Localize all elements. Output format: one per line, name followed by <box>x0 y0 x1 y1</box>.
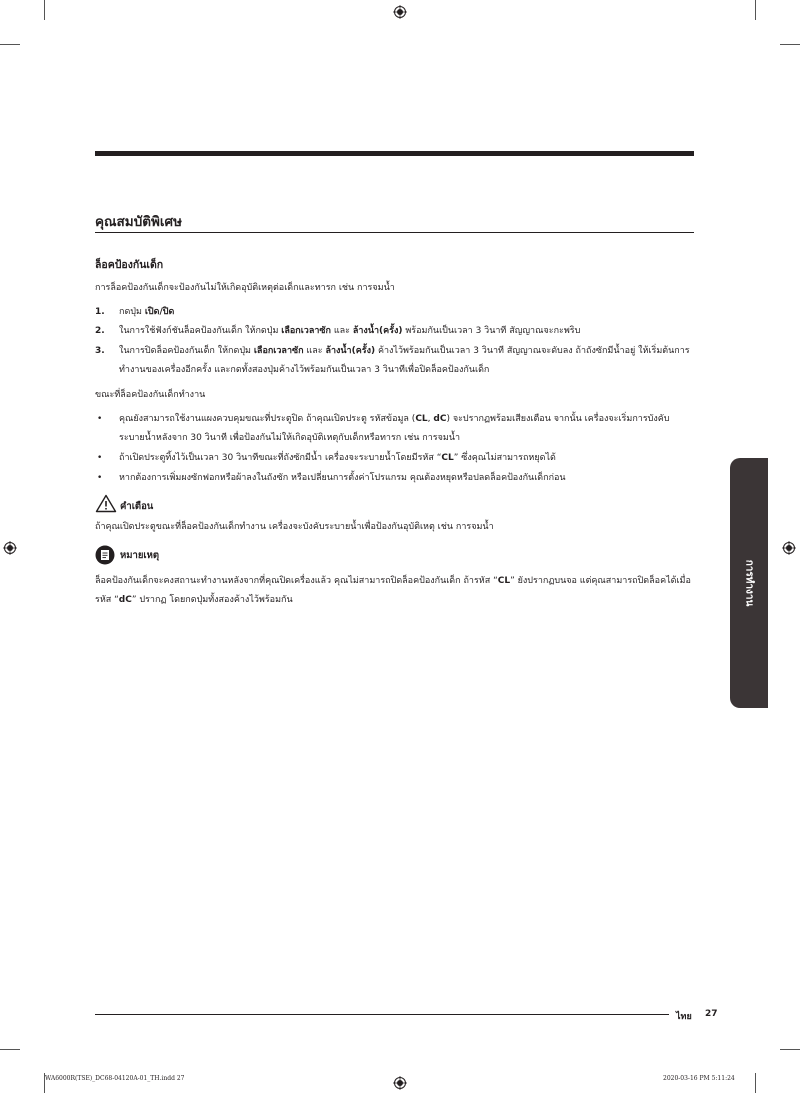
button-name: เปิด/ปิด <box>144 307 175 317</box>
button-name: ล้างน้ำ(ครั้ง) <box>352 326 403 336</box>
warning-title: คำเตือน <box>120 501 154 512</box>
registration-mark-top <box>393 4 407 23</box>
code-text: CL <box>415 414 428 424</box>
code-text: CL <box>441 453 454 463</box>
header-rule <box>95 151 694 156</box>
bullet-text: หากต้องการเพิ่มผงซักฟอกหรือผ้าลงในถังซัก หรือเปลี่ยนการตั้งค่าโปรแกรม คุณต้องหยุดหรือปลดล็อคป้องกันเด็กก่อน <box>119 473 566 483</box>
button-name: เลือกเวลาซัก <box>281 326 331 336</box>
crop-mark <box>780 44 800 45</box>
crop-mark <box>780 1049 800 1050</box>
warning-triangle-icon <box>95 494 117 517</box>
page-number: 27 <box>705 1009 718 1019</box>
intro-text: การล็อคป้องกันเด็กจะป้องกันไม่ให้เกิดอุบัติเหตุต่อเด็กและทารก เช่น การจมน้ำ <box>95 283 395 293</box>
code-text: dC <box>118 595 132 605</box>
crop-mark <box>44 0 45 20</box>
registration-mark-bottom <box>393 1075 407 1094</box>
note-text: ล็อคป้องกันเด็กจะคงสถานะทำงานหลังจากที่คุณปิดเครื่องแล้ว คุณไม่สามารถปิดล็อคป้องกันเด็ก ถ้ารหัส “CL” ยังปรากฏบนจอ แต่คุณสามารถปิดล็อคได้เมื่อรหัส “dC” ปรากฏ โดยกดปุ่มทั้งสองค้างไว้พร้อมกัน <box>95 576 691 605</box>
step-text: ในการใช้ฟังก์ชันล็อคป้องกันเด็ก ให้กดปุ่ม เลือกเวลาซัก และ ล้างน้ำ(ครั้ง) พร้อมกันเป็นเวลา 3 วินาที สัญญาณจะกะพริบ <box>119 326 581 336</box>
subsection-title: ล็อคป้องกันเด็ก <box>95 259 164 271</box>
crop-mark <box>755 0 756 20</box>
crop-mark <box>755 1073 756 1093</box>
while-active-label: ขณะที่ล็อคป้องกันเด็กทำงาน <box>95 390 206 400</box>
section-title: คุณสมบัติพิเศษ <box>95 214 183 230</box>
registration-mark-left <box>3 540 17 559</box>
registration-mark-right <box>782 540 796 559</box>
bullet-dot: • <box>97 453 103 463</box>
bullet-text: ถ้าเปิดประตูทิ้งไว้เป็นเวลา 30 วินาทีขณะที่ถังซักมีน้ำ เครื่องจะระบายน้ำโดยมีรหัส “CL” ซึ่งคุณไม่สามารถหยุดได้ <box>119 453 556 463</box>
bullet-dot: • <box>97 414 103 424</box>
print-date-info: 2020-03-16 PM 5:11:24 <box>663 1075 735 1082</box>
step-number: 3. <box>95 346 105 356</box>
code-text: CL <box>497 576 511 586</box>
print-file-info: WA6000R(TSE)_DC68-04120A-01_TH.indd 27 <box>45 1075 185 1082</box>
footer-language: ไทย <box>676 1012 692 1022</box>
note-document-icon <box>95 545 115 569</box>
crop-mark <box>0 44 20 45</box>
code-text: dC <box>433 414 447 424</box>
bullet-dot: • <box>97 473 103 483</box>
step-text: กดปุ่ม เปิด/ปิด <box>119 307 175 317</box>
bullet-text: คุณยังสามารถใช้งานแผงควบคุมขณะที่ประตูปิด ถ้าคุณเปิดประตู รหัสข้อมูล (CL, dC) จะปรากฏพร้อมเสียงเตือน จากนั้น เครื่องจะเริ่มการบังคับระบายน้ำหลังจาก 30 วินาที เพื่อป้องกันไม่ให้เกิดอุบัติเหตุกับเด็กหรือทารก เช่น การจมน้ำ <box>119 414 670 443</box>
crop-mark <box>0 1049 20 1050</box>
button-name: เลือกเวลาซัก <box>253 346 304 356</box>
step-number: 2. <box>95 326 105 336</box>
title-rule <box>95 232 694 233</box>
warning-text: ถ้าคุณเปิดประตูขณะที่ล็อคป้องกันเด็กทำงาน เครื่องจะบังคับระบายน้ำเพื่อป้องกันอุบัติเหตุ เช่น การจมน้ำ <box>95 522 494 532</box>
note-title: หมายเหตุ <box>120 550 160 561</box>
chapter-tab-label: การทำงาน <box>743 559 755 607</box>
footer-rule <box>95 1014 669 1015</box>
step-number: 1. <box>95 307 105 317</box>
step-text: ในการปิดล็อคป้องกันเด็ก ให้กดปุ่ม เลือกเวลาซัก และ ล้างน้ำ(ครั้ง) ค้างไว้พร้อมกันเป็นเวลา 3 วินาที สัญญาณจะดับลง ถ้าถังซักมีน้ำอยู่ ให้เริ่มต้นการทำงานของเครื่องอีกครั้ง และกดทั้งสองปุ่มค้างไว้พร้อมกันเป็นเวลา 3 วินาทีเพื่อปิดล็อคป้องกันเด็ก <box>119 346 690 375</box>
chapter-side-tab <box>730 458 768 708</box>
button-name: ล้างน้ำ(ครั้ง) <box>325 346 376 356</box>
